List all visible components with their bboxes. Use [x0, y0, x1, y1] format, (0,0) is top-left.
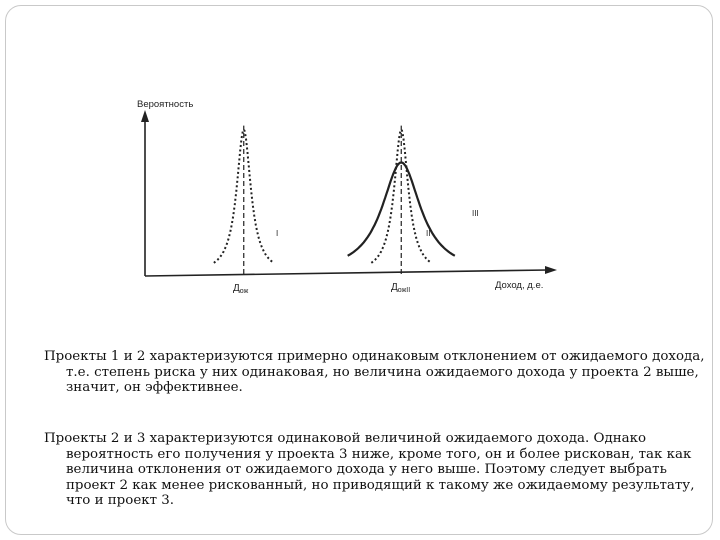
paragraph-1: Проекты 1 и 2 характеризуются примерно одинаковым отклонением от ожидаемого дохода, т.е. степень риска у них одинаковая, но величина ожидаемого дохода у проекта 2 выше, значит, он эффективнее.	[44, 349, 705, 395]
series-label-2: II	[426, 229, 431, 238]
x-axis-arrow	[545, 266, 557, 274]
series-label-1: I	[276, 229, 279, 238]
x-tick-label-2: $Д_{ожII}$	[391, 282, 411, 294]
y-axis-arrow	[141, 110, 149, 122]
paragraph-2: Проекты 2 и 3 характеризуются одинаковой величиной ожидаемого дохода. Однако вероятность его получения у проекта 3 ниже, кроме того, он и более рискован, так как величина отклонения от ожидаемого дохода у него выше. Поэтому следует выбрать проект 2 как менее рискованный, но приводящий к такому же ожидаемому результату, что и проект 3.	[44, 431, 695, 508]
x-axis	[145, 270, 548, 276]
x-axis-label: Доход, д.е.	[495, 280, 544, 291]
series-label-3: III	[472, 209, 479, 218]
x-tick-label-1: $Д_{ож}$	[233, 283, 249, 295]
y-axis-label: Вероятность	[137, 99, 194, 110]
